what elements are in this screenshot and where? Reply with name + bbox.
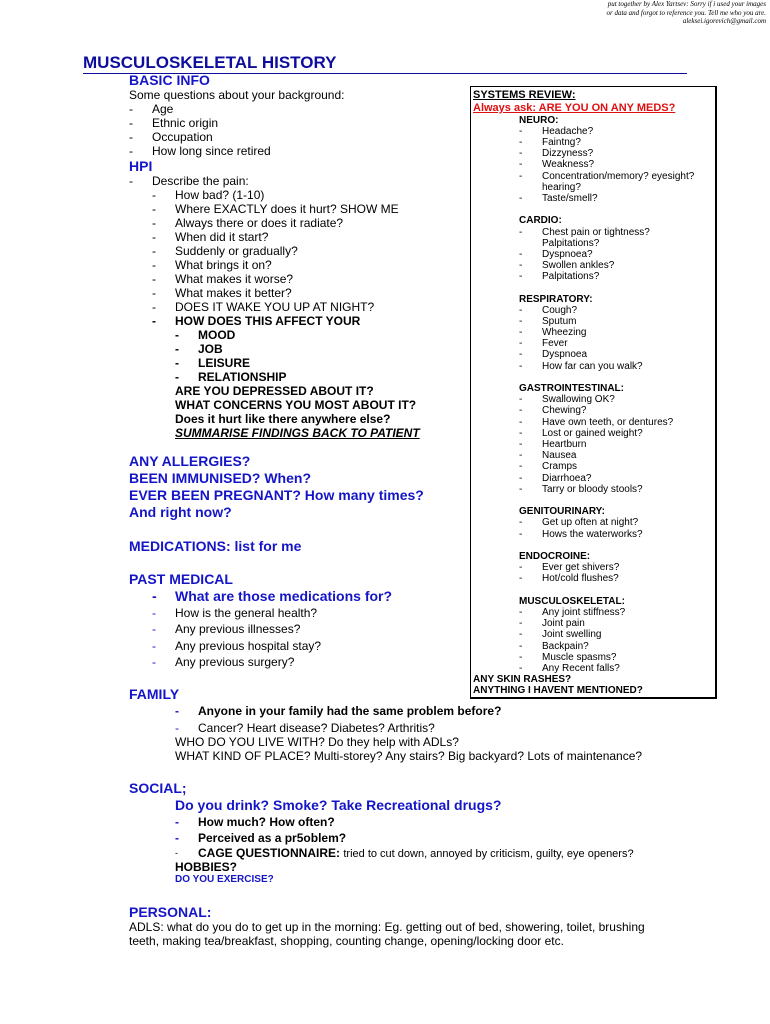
hpi-question: ARE YOU DEPRESSED ABOUT IT? bbox=[175, 384, 374, 398]
credit-line: aleksei.igorevich@gmail.com bbox=[682, 17, 766, 25]
hpi-question: Does it hurt like there anywhere else? bbox=[175, 412, 391, 426]
anything-else: ANYTHING I HAVENT MENTIONED? bbox=[473, 685, 643, 696]
endocrine-heading: ENDOCROINE: bbox=[519, 551, 591, 562]
social-heading: SOCIAL; bbox=[129, 780, 187, 796]
personal-line: teeth, making tea/breakfast, shopping, counting change, opening/locking door etc. bbox=[129, 934, 564, 948]
social-lead: Do you drink? Smoke? Take Recreational drugs? bbox=[175, 797, 502, 813]
personal-heading: PERSONAL: bbox=[129, 904, 212, 920]
hpi-question: WHAT CONCERNS YOU MOST ABOUT IT? bbox=[175, 398, 417, 412]
cage-text: tried to cut down, annoyed by criticism, guilty, eye openers? bbox=[343, 848, 634, 860]
gastrointestinal-heading: GASTROINTESTINAL: bbox=[519, 383, 624, 394]
allergies-line: EVER BEEN PREGNANT? How many times? bbox=[129, 487, 424, 503]
allergies-line: BEEN IMMUNISED? When? bbox=[129, 470, 311, 486]
family-question: WHAT KIND OF PLACE? Multi-storey? Any stairs? Big backyard? Lots of maintenance? bbox=[175, 749, 643, 763]
systems-review-title: SYSTEMS REVIEW: bbox=[473, 89, 576, 101]
family-heading: FAMILY bbox=[129, 686, 180, 702]
systems-review-subtitle: Always ask: ARE YOU ON ANY MEDS? bbox=[473, 102, 676, 114]
basic-info-heading: BASIC INFO bbox=[129, 72, 210, 88]
family-question: WHO DO YOU LIVE WITH? Do they help with ADLs? bbox=[175, 735, 459, 749]
author-credit bbox=[466, 0, 766, 26]
cage-label: CAGE QUESTIONNAIRE: bbox=[198, 846, 341, 860]
respiratory-heading: RESPIRATORY: bbox=[519, 294, 593, 305]
credit-line: put together by Alex Yartsev: Sorry if i used your images bbox=[607, 0, 766, 8]
systems-review-box: SYSTEMS REVIEW: Always ask: ARE YOU ON ANY MEDS? NEURO: - Headache? - Faintng? - Dizzyness? - Weakness? - Concentration/memory? eyesight? hearing? - Taste/smell? CARDIO: - Chest pain or tightness? Palpitations? - Dyspnoea? - Swollen ankles? - Palpitations? RESPIRATORY: - Cough? - Sputum - Wheezing - Fever - Dyspnoea - How far can you walk? GASTROINTESTINAL: - Swallowing OK? - Chewing? - Have own teeth, or dentures? - Lost or gained weight? - Heartburn - Nausea - Cramps - Diarrhoea? - Tarry or bloody stools? GENITOURINARY: - Get up often at night? - Hows the waterworks? ENDOCROINE: - Ever get shivers? - Hot/cold flushes? MUSCULOSKELETAL: - Any joint stiffness? - Joint pain - Joint swelling - Backpain? - Muscle spasms? - Any Recent falls? ANY SKIN RASHES? ANYTHING I HAVENT MENTIONED? bbox=[470, 86, 717, 699]
skin-rashes: ANY SKIN RASHES? bbox=[473, 674, 572, 685]
page-title: MUSCULOSKELETAL HISTORY bbox=[83, 53, 687, 74]
medications-heading: MEDICATIONS: list for me bbox=[129, 538, 302, 554]
cardio-heading: CARDIO: bbox=[519, 215, 562, 226]
neuro-heading: NEURO: bbox=[519, 115, 559, 126]
personal-line: ADLS: what do you do to get up in the morning: Eg. getting out of bed, showering, toilet, brushing bbox=[129, 920, 645, 934]
hobbies: HOBBIES? bbox=[175, 860, 238, 874]
allergies-line: And right now? bbox=[129, 504, 232, 520]
hpi-heading: HPI bbox=[129, 158, 153, 174]
hpi-summarise: SUMMARISE FINDINGS BACK TO PATIENT bbox=[175, 426, 420, 440]
basic-info-intro: Some questions about your background: bbox=[129, 88, 345, 102]
past-medical-heading: PAST MEDICAL bbox=[129, 571, 233, 587]
genitourinary-heading: GENITOURINARY: bbox=[519, 506, 605, 517]
exercise: DO YOU EXERCISE? bbox=[175, 874, 274, 885]
credit-line: or data and forgot to reference you. Tell me who you are. bbox=[606, 8, 766, 17]
musculoskeletal-heading: MUSCULOSKELETAL: bbox=[519, 596, 625, 607]
allergies-line: ANY ALLERGIES? bbox=[129, 453, 251, 469]
